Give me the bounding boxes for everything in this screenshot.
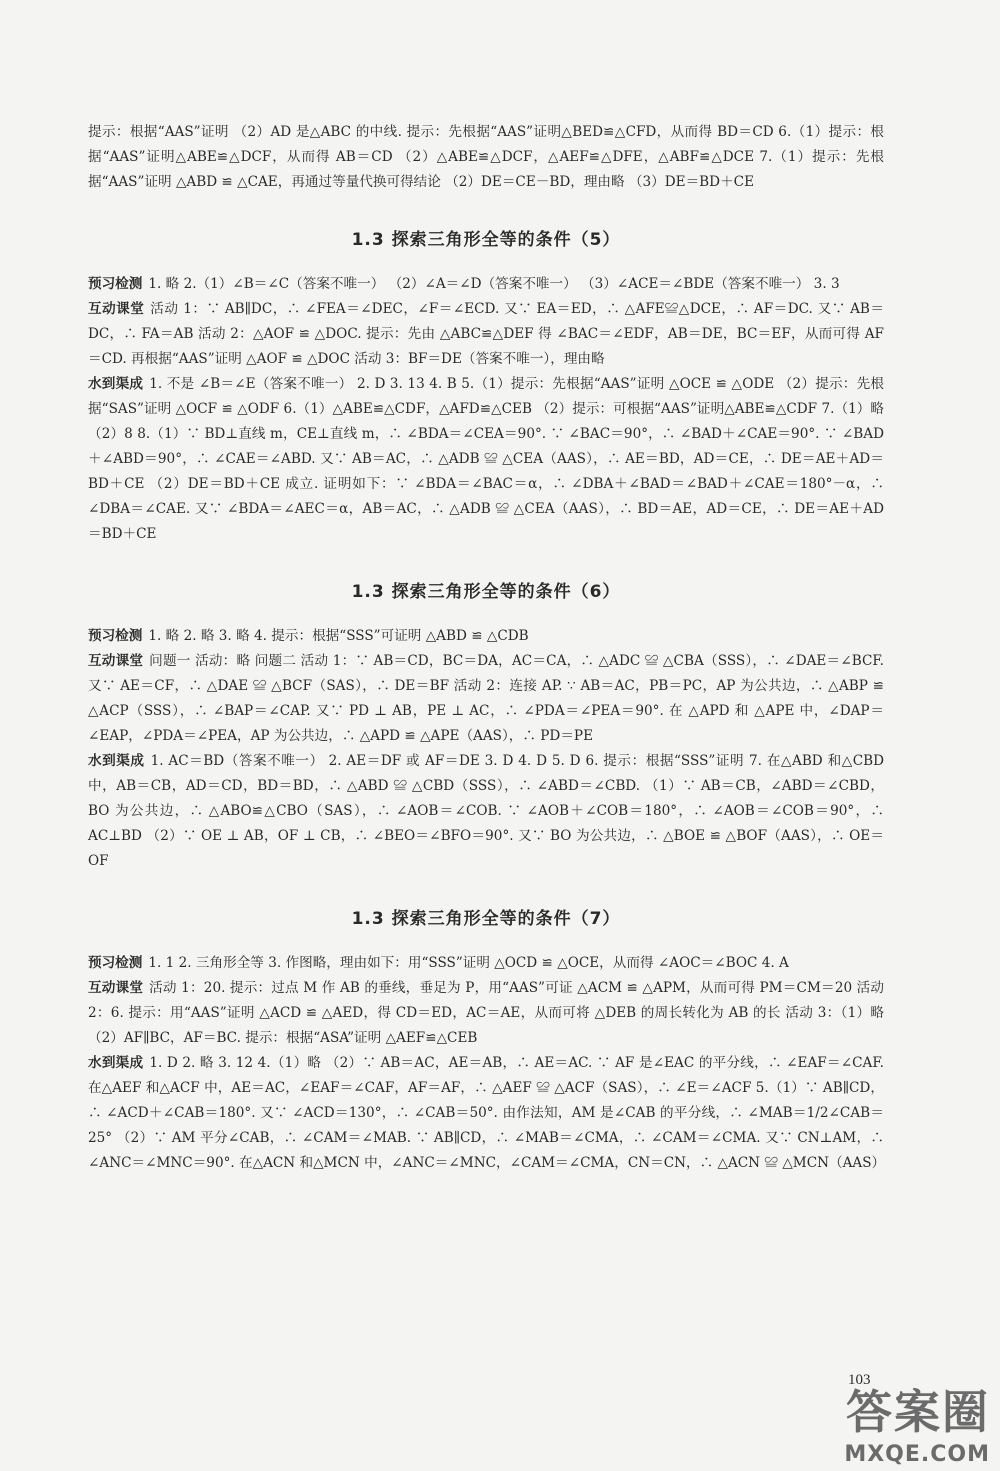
para-label: 水到渠成 <box>88 376 144 392</box>
para-text: 1. 略 2. 略 3. 略 4. 提示：根据“SSS”可证明 △ABD ≌ △CDB <box>148 628 529 644</box>
para-label: 水到渠成 <box>88 753 145 769</box>
para-0 <box>88 120 884 195</box>
para-label: 互动课堂 <box>88 653 144 669</box>
para-text: 1. D 2. 略 3. 12 4.（1）略 （2）∵ AB＝AC，AE＝AB，∴ AE＝AC. ∵ AF 是∠EAC 的平分线，∴ ∠EAF＝∠CAF. 在△AEF 和△ACF 中，AE＝AC，∠EAF＝∠CAF，AF＝AF，∴ △AEF ≌ △ACF（SAS），∴ ∠E＝∠ACF 5.（1）∵ AB∥CD，∴ ∠ACD＋∠CAB＝180°. 又∵ ∠ACD＝130°，∴ ∠CAB＝50°. 由作法知，AM 是∠CAB 的平分线，∴ ∠MAB＝1/2∠CAB＝25° （2）∵ AM 平分∠CAB，∴ ∠CAM＝∠MAB. ∵ AB∥CD，∴ ∠MAB＝∠CMA，∴ ∠CAM＝∠CMA. 又∵ CN⊥AM，∴ ∠ANC＝∠MNC＝90°. 在△ACN 和△MCN 中，∠ANC＝∠MNC，∠CAM＝∠CMA，CN＝CN，∴ △ACN ≌ △MCN（AAS） <box>88 1055 886 1171</box>
para-text: 1. 不是 ∠B＝∠E（答案不唯一） 2. D 3. 13 4. B 5.（1）提示：先根据“AAS”证明 △OCE ≌ △ODE （2）提示：先根据“SAS”证明 △OCF ≌ △ODF 6.（1）△ABE≌△CDF，△AFD≌△CEB （2）提示：可根据“AAS”证明△ABE≌△CDF 7.（1）略 （2）8 8.（1）∵ BD⊥直线 m，CE⊥直线 m，∴ ∠BDA＝∠CEA＝90°. ∵ ∠BAC＝90°，∴ ∠BAD＋∠CAE＝90°. ∵ ∠BAD＋∠ABD＝90°，∴ ∠CAE＝∠ABD. 又∵ AB＝AC，∴ △ADB ≌ △CEA（AAS），∴ AE＝BD，AD＝CE，∴ DE＝AE＋AD＝BD＋CE （2）DE＝BD＋CE 成立. 证明如下：∵ ∠BDA＝∠BAC＝α，∴ ∠DBA＋∠BAD＝∠BAD＋∠CAE＝180°－α，∴ ∠DBA＝∠CAE. 又∵ ∠BDA＝∠AEC＝α，AB＝AC，∴ △ADB ≌ △CEA（AAS），∴ BD＝AE，AD＝CE，∴ DE＝AE＋AD＝BD＋CE <box>88 376 885 542</box>
watermark-logo: 答案圈 <box>846 1385 990 1439</box>
para-label: 预习检测 <box>88 628 143 644</box>
para-text: 1. 略 2.（1）∠B＝∠C（答案不唯一） （2）∠A＝∠D（答案不唯一） （3）∠ACE＝∠BDE（答案不唯一） 3. 3 <box>148 276 840 292</box>
para-text: 活动 1：∵ AB∥DC，∴ ∠FEA＝∠DEC，∠F＝∠ECD. 又∵ EA＝ED，∴ △AFE≌△DCE，∴ AF＝DC. 又∵ AB＝DC，∴ FA＝AB 活动 2：△AOF ≌ △DOC. 提示：先由 △ABC≌△DEF 得 ∠BAC＝∠EDF，AB＝DE，BC＝EF，从而可得 AF＝CD. 再根据“AAS”证明 △AOF ≌ △DOC 活动 3：BF＝DE（答案不唯一），理由略 <box>88 301 884 367</box>
para-label: 水到渠成 <box>88 1055 144 1071</box>
para-label: 互动课堂 <box>88 980 144 996</box>
para-text: 1. 1 2. 三角形全等 3. 作图略，理由如下：用“SSS”证明 △OCD ≌ △OCE，从而得 ∠AOC＝∠BOC 4. A <box>148 955 789 971</box>
section-title-5: 1.3 探索三角形全等的条件（5） <box>351 230 621 250</box>
para-practice-7 <box>88 1051 884 1176</box>
section-title-6: 1.3 探索三角形全等的条件（6） <box>351 582 621 602</box>
para-class-6 <box>88 649 884 749</box>
para-label: 预习检测 <box>88 276 143 292</box>
para-text: 活动 1：20. 提示：过点 M 作 AB 的垂线，垂足为 P，用“AAS”可证 △ACM ≌ △APM，从而可得 PM＝CM＝20 活动 2：6. 提示：用“AAS”证明 △ACD ≌ △AED，得 CD＝ED，AC＝AE，从而可将 △DEB 的周长转化为 AB 的长 活动 3：（1）略 （2）AF∥BC，AF＝BC. 提示：根据“ASA”证明 △AEF≌△CEB <box>88 980 885 1046</box>
para-practice-6 <box>88 749 884 874</box>
para-preview-6 <box>88 624 884 649</box>
para-label: 互动课堂 <box>88 301 145 317</box>
para-preview-7 <box>88 951 884 976</box>
answer-content <box>88 120 884 1176</box>
watermark <box>844 1376 990 1467</box>
para-label: 预习检测 <box>88 955 143 971</box>
para-class-7 <box>88 976 884 1051</box>
para-preview-5 <box>88 272 884 297</box>
para-practice-5 <box>88 372 884 547</box>
para-class-5 <box>88 297 884 372</box>
para-text: 问题一 活动：略 问题二 活动 1：∵ AB＝CD，BC＝DA，AC＝CA，∴ △ADC ≌ △CBA（SSS），∴ ∠DAE＝∠BCF. 又∵ AE＝CF，∴ △DAE ≌ △BCF（SAS），∴ DE＝BF 活动 2：连接 AP. ∵ AB＝AC，PB＝PC，AP 为公共边，∴ △ABP ≌ △ACP（SSS），∴ ∠BAP＝∠CAP. 又∵ PD ⊥ AB，PE ⊥ AC，∴ ∠PDA＝∠PEA＝90°. 在 △APD 和 △APE 中，∠DAP＝∠EAP，∠PDA＝∠PEA，AP 为公共边，∴ △APD ≌ △APE（AAS），∴ PD＝PE <box>88 653 884 744</box>
section-title-7: 1.3 探索三角形全等的条件（7） <box>351 909 621 929</box>
para-text: 提示：根据“AAS”证明 （2）AD 是△ABC 的中线. 提示：先根据“AAS”证明△BED≌△CFD，从而得 BD＝CD 6.（1）提示：根据“AAS”证明△ABE≌△DCF，从而得 AB＝CD （2）△ABE≌△DCF，△AEF≌△DFE，△ABF≌△DCE 7.（1）提示：先根据“AAS”证明 △ABD ≌ △CAE，再通过等量代换可得结论 （2）DE＝CE－BD，理由略 （3）DE＝BD＋CE <box>88 124 884 190</box>
page-number: 103 <box>848 1372 871 1388</box>
para-text: 1. AC＝BD（答案不唯一） 2. AE＝DF 或 AF＝DE 3. D 4. D 5. D 6. 提示：根据“SSS”证明 7. 在△ABD 和△CBD 中，AB＝CB，AD＝CD，BD＝BD，∴ △ABD ≌ △CBD（SSS），∴ ∠ABD＝∠CBD. （1）∵ AB＝CB，∠ABD＝∠CBD，BO 为公共边，∴ △ABO≌△CBO（SAS），∴ ∠AOB＝∠COB. ∵ ∠AOB＋∠COB＝180°，∴ ∠AOB＝∠COB＝90°，∴ AC⊥BD （2）∵ OE ⊥ AB，OF ⊥ CB，∴ ∠BEO＝∠BFO＝90°. 又∵ BO 为公共边，∴ △BOE ≌ △BOF（AAS），∴ OE＝OF <box>88 753 884 869</box>
watermark-url: MXQE.COM <box>844 1442 990 1467</box>
